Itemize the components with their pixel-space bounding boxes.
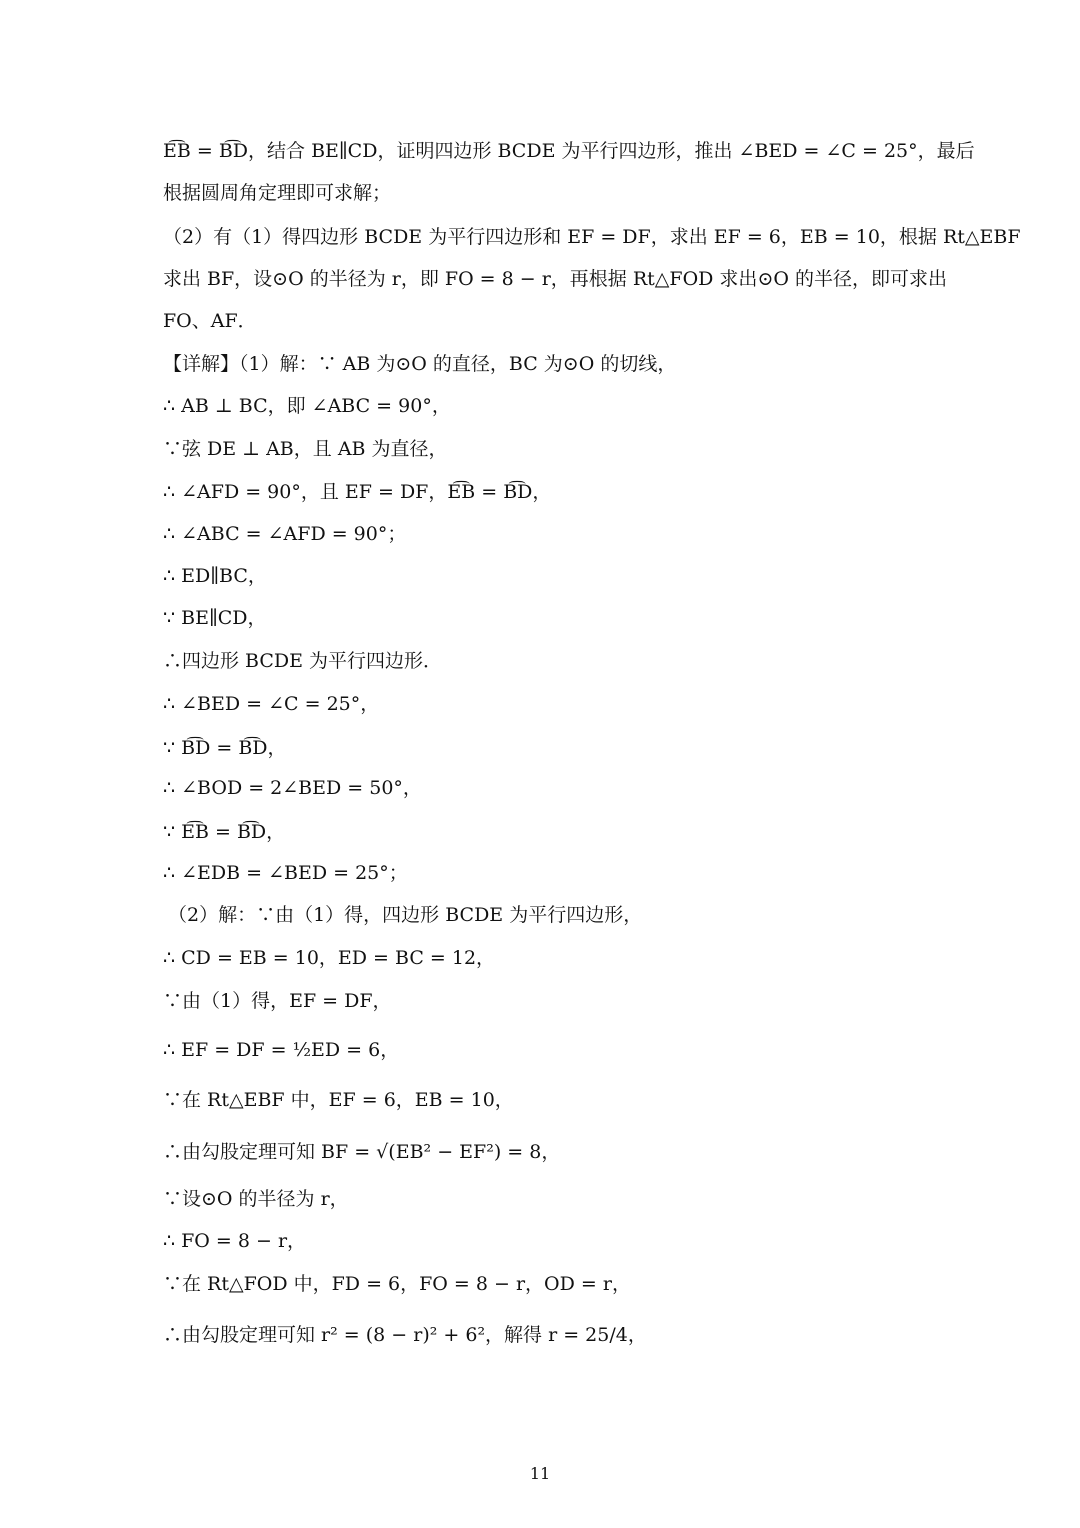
text-line: ∵ B͡D = B͡D， — [163, 737, 287, 759]
text-line: ∵弦 DE ⊥ AB，且 AB 为直径， — [163, 438, 448, 460]
text-line: ∴由勾股定理可知 r² = (8 − r)² + 6²，解得 r = 25/4， — [163, 1324, 647, 1346]
text-line: ∴ ∠BED = ∠C = 25°， — [163, 693, 380, 715]
page-number: 11 — [529, 1464, 551, 1483]
text-line: 求出 BF，设⊙O 的半径为 r，即 FO = 8 − r，再根据 Rt△FOD 求出⊙O 的半径，即可求出 — [163, 268, 947, 290]
text-line: ∴四边形 BCDE 为平行四边形． — [163, 650, 443, 672]
text-line: ∴ ∠BOD = 2∠BED = 50°， — [163, 777, 422, 799]
text-line: ∵ E͡B = B͡D， — [163, 821, 286, 843]
text-line: ∴ ∠ABC = ∠AFD = 90°； — [163, 523, 407, 545]
text-line: 根据圆周角定理即可求解； — [163, 182, 392, 204]
text-line: ∴ ∠AFD = 90°，且 EF = DF，E͡B = B͡D， — [163, 481, 552, 503]
text-line: E͡B = B͡D，结合 BE∥CD，证明四边形 BCDE 为平行四边形，推出 ∠BED = ∠C = 25°，最后 — [163, 140, 975, 162]
text-line: ∴ ED∥BC， — [163, 565, 267, 587]
text-line: ∴由勾股定理可知 BF = √(EB² − EF²) = 8， — [163, 1141, 561, 1163]
text-line: （2）解：∵由（1）得，四边形 BCDE 为平行四边形， — [168, 904, 643, 926]
text-line: ∵在 Rt△EBF 中，EF = 6，EB = 10， — [163, 1089, 514, 1111]
text-line: ∴ EF = DF = ½ED = 6， — [163, 1039, 400, 1061]
text-line: ∵ BE∥CD， — [163, 607, 267, 629]
text-line: ∵在 Rt△FOD 中，FD = 6，FO = 8 − r，OD = r， — [163, 1273, 631, 1295]
text-line: ∴ CD = EB = 10，ED = BC = 12， — [163, 947, 496, 969]
text-line: ∴ FO = 8 − r， — [163, 1230, 307, 1252]
text-line: ∴ ∠EDB = ∠BED = 25°； — [163, 862, 408, 884]
text-line: ∵设⊙O 的半径为 r， — [163, 1188, 349, 1210]
text-line: （2）有（1）得四边形 BCDE 为平行四边形和 EF = DF，求出 EF = 6，EB = 10，根据 Rt△EBF — [163, 226, 1021, 248]
text-line: FO、AF． — [163, 310, 257, 332]
text-line: 【详解】（1）解：∵ AB 为⊙O 的直径，BC 为⊙O 的切线， — [163, 353, 677, 375]
text-line: ∴ AB ⊥ BC，即 ∠ABC = 90°， — [163, 395, 451, 417]
text-line: ∵由（1）得，EF = DF， — [163, 990, 392, 1012]
